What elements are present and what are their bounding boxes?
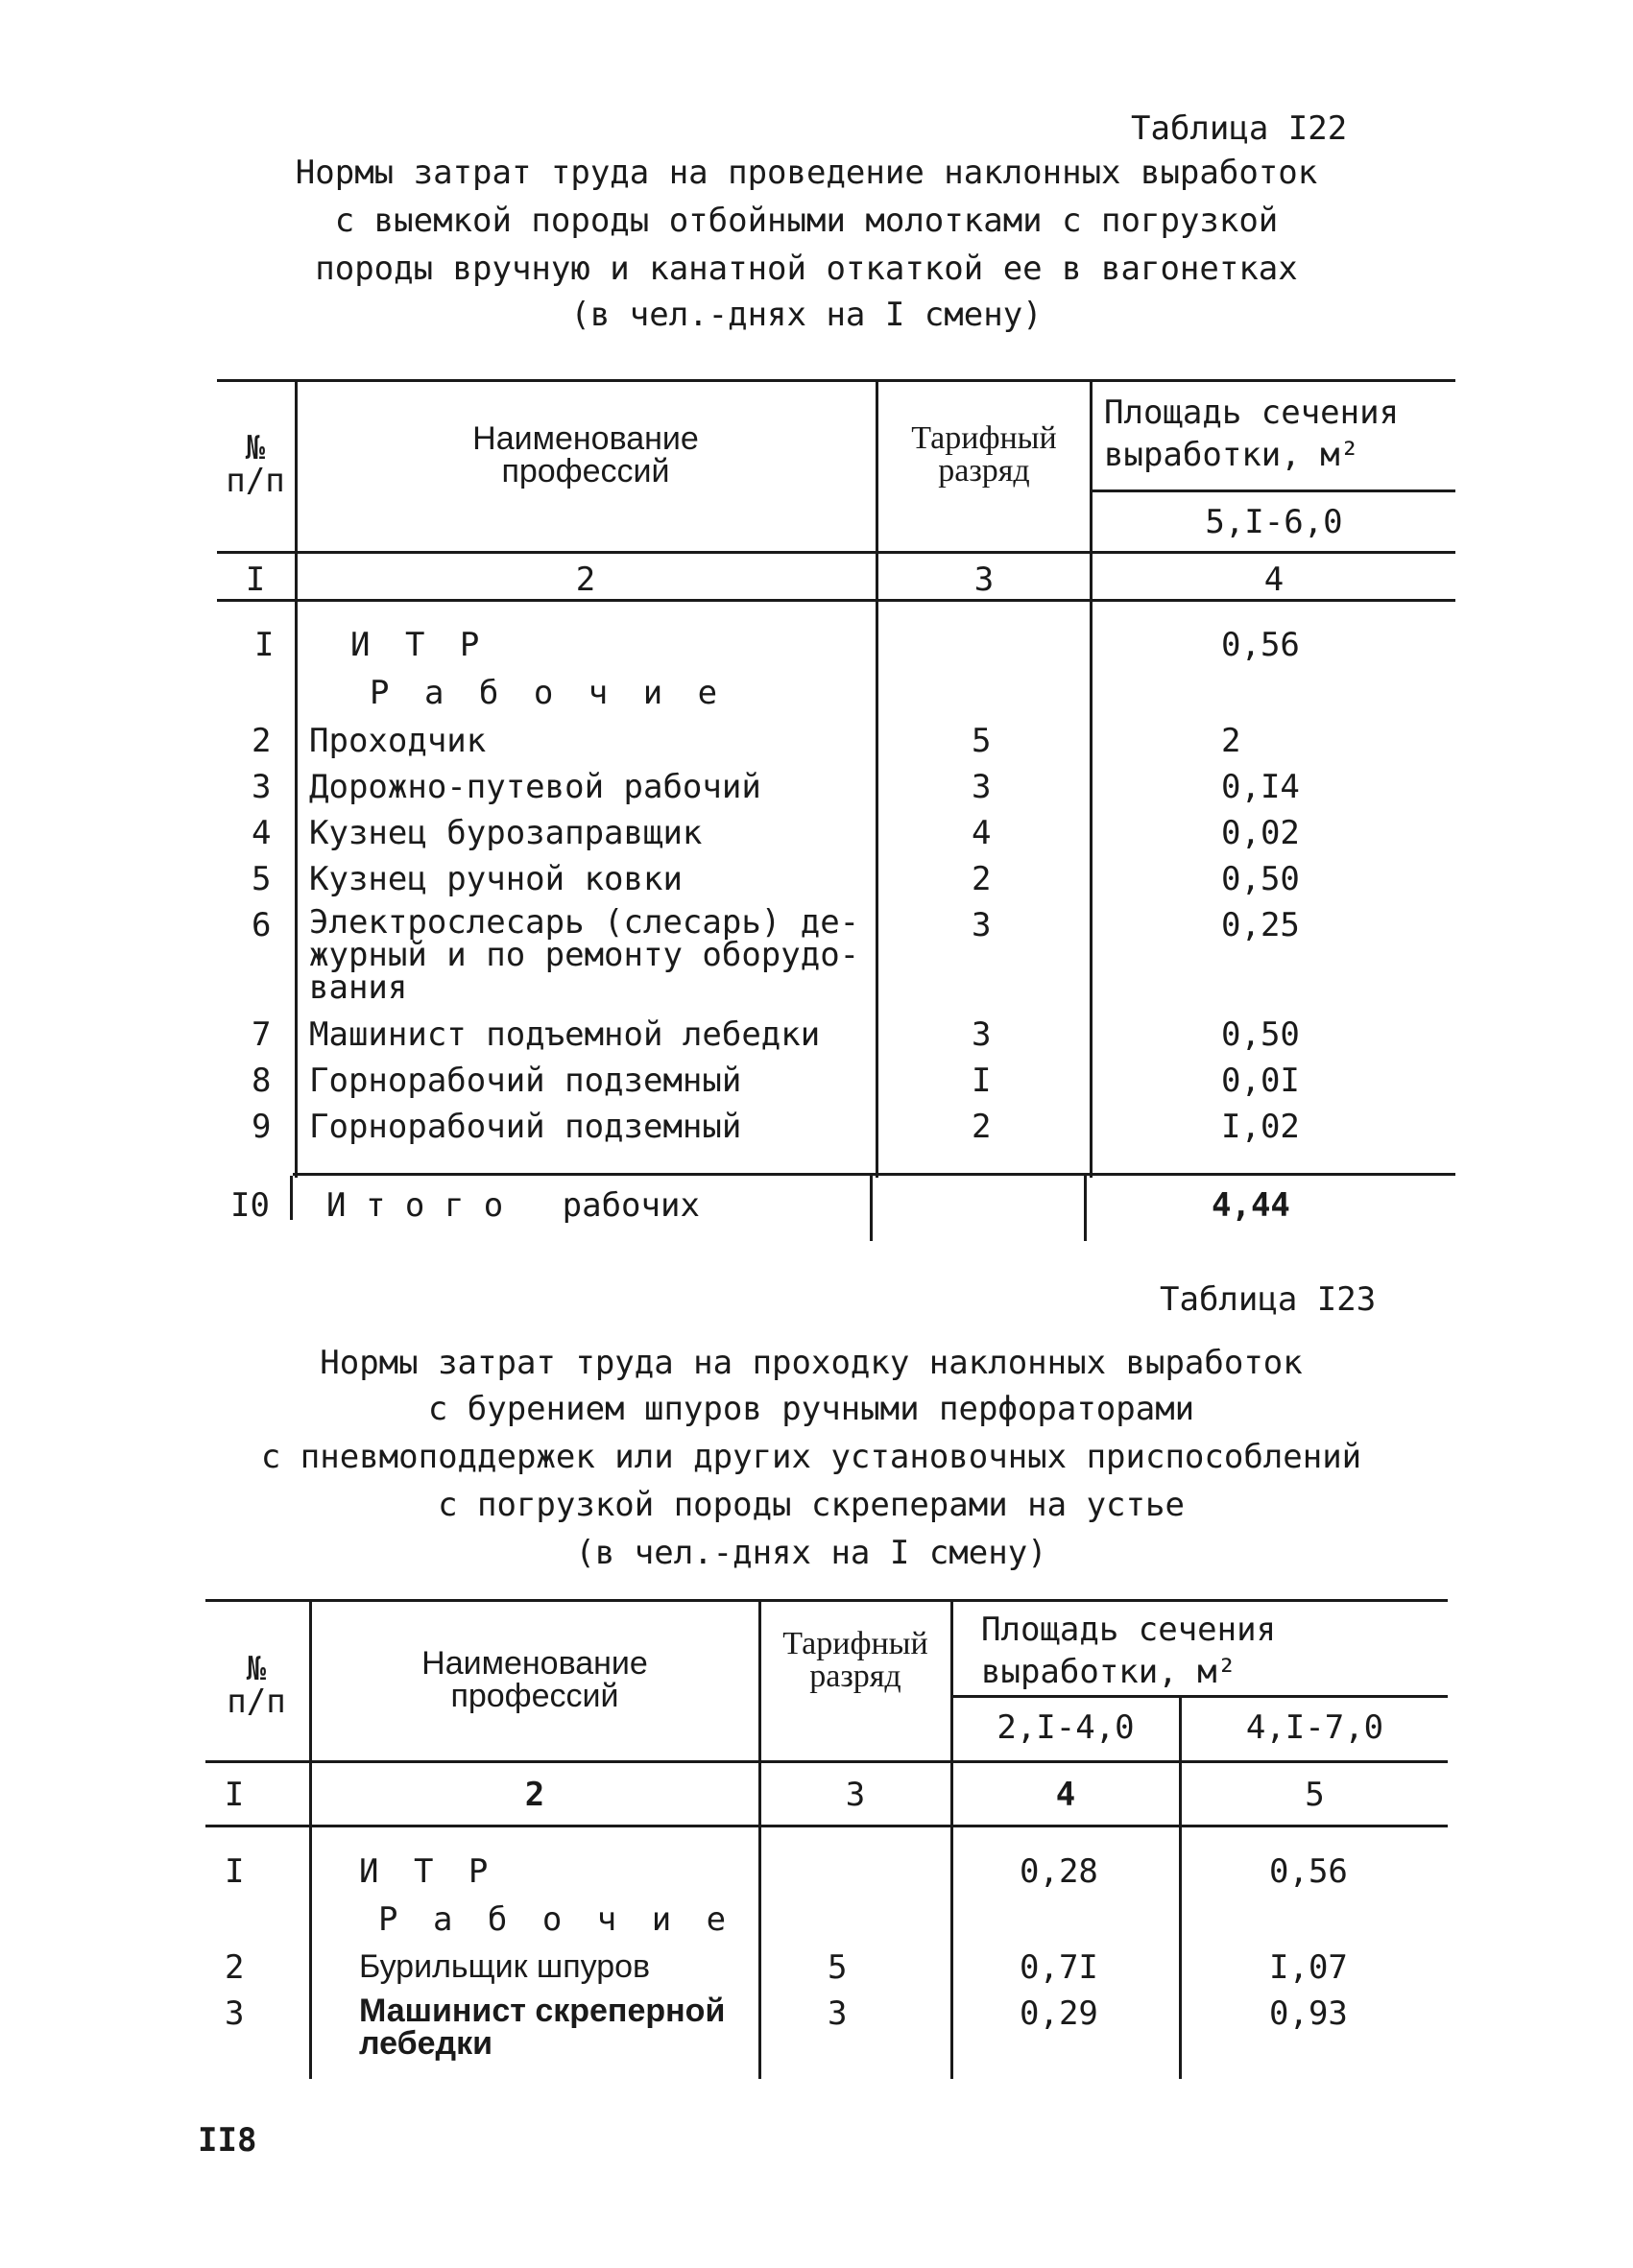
row-num: 6: [252, 906, 272, 944]
row-grade: 4: [972, 814, 992, 852]
table-title-line: с выемкой породы отбойными молотками с погрузкой: [334, 202, 1279, 240]
row-name: И Т Р: [350, 626, 488, 664]
row-num: 2: [225, 1948, 245, 1987]
row-name: Кузнец бурозаправщик: [309, 814, 703, 852]
row-value: 0,56: [1269, 1852, 1348, 1891]
row-name: И Т Р: [359, 1852, 496, 1891]
row-num: 9: [252, 1108, 272, 1146]
table-rule: [950, 1599, 953, 2079]
table-rule: [290, 1176, 293, 1220]
table-rule: [876, 379, 878, 1178]
table-title-line: Нормы затрат труда на проведение наклонных выработок: [295, 154, 1318, 192]
row-name: Бурильщик шпуров: [359, 1948, 651, 1985]
row-value: 0,I4: [1221, 768, 1300, 806]
row-num: I: [254, 626, 275, 664]
table-rule: [950, 1695, 1448, 1698]
col-number: I: [224, 1776, 245, 1814]
row-grade: 3: [972, 906, 992, 944]
table-rule: [217, 599, 1455, 602]
table-rule: [870, 1176, 873, 1241]
row-name: Машинист подъемной лебедки: [309, 1015, 821, 1054]
table-title-line: породы вручную и канатной откаткой ее в вагонетках: [315, 250, 1298, 288]
row-value: 0,50: [1221, 860, 1300, 898]
col-number: 5: [1305, 1776, 1325, 1814]
table-rule: [217, 379, 1455, 382]
col-number: 4: [1263, 561, 1285, 599]
row-name: И т о г о рабочих: [326, 1186, 700, 1225]
row-value: 0,7I: [1020, 1948, 1098, 1987]
table-label: Таблица I22: [1131, 109, 1348, 148]
row-grade: I: [972, 1062, 992, 1100]
row-value: 4,44: [1212, 1186, 1290, 1225]
row-grade: 3: [972, 1015, 992, 1054]
row-value: 0,02: [1221, 814, 1300, 852]
row-name: Машинист скреперной лебедки: [359, 1993, 726, 2062]
header-num: № п/п: [226, 429, 285, 500]
row-name: Проходчик: [309, 722, 487, 760]
table-rule: [293, 1173, 1455, 1176]
header-area: Площадь сечения выработки, м²: [1104, 394, 1400, 474]
header-area: Площадь сечения выработки, м²: [981, 1611, 1277, 1691]
row-name: Кузнец ручной ковки: [309, 860, 683, 898]
col-number: 3: [973, 561, 995, 599]
row-grade: 2: [972, 1108, 992, 1146]
header-area-range: 2,I-4,0: [997, 1708, 1135, 1747]
row-value: I,07: [1269, 1948, 1348, 1987]
row-grade: 5: [972, 722, 992, 760]
row-grade: 3: [828, 1994, 848, 2033]
col-number: 2: [524, 1776, 545, 1814]
row-num: 2: [252, 722, 272, 760]
row-name: Горнорабочий подземный: [309, 1062, 742, 1100]
col-number: 2: [575, 561, 596, 599]
row-value: 0,0I: [1221, 1062, 1300, 1100]
row-value: 0,25: [1221, 906, 1300, 944]
row-num: 3: [252, 768, 272, 806]
header-grade: Тарифный разряд: [911, 420, 1057, 489]
row-value: 0,28: [1020, 1852, 1098, 1891]
table-rule: [205, 1760, 1448, 1763]
header-name: Наименование профессий: [472, 420, 699, 489]
table-title-line: с погрузкой породы скреперами на устье: [438, 1486, 1185, 1524]
row-value: 0,29: [1020, 1994, 1098, 2033]
header-name: Наименование профессий: [421, 1645, 648, 1714]
row-value: 0,50: [1221, 1015, 1300, 1054]
table-rule: [1092, 489, 1455, 492]
row-num: 4: [252, 814, 272, 852]
row-value: 0,93: [1269, 1994, 1348, 2033]
row-value: I,02: [1221, 1108, 1300, 1146]
row-value: 0,56: [1221, 626, 1300, 664]
table-title-line: Нормы затрат труда на проходку наклонных выработок: [320, 1344, 1303, 1382]
header-grade: Тарифный разряд: [782, 1626, 928, 1694]
page-number: II8: [198, 2121, 257, 2160]
row-num: 8: [252, 1062, 272, 1100]
table-rule: [217, 551, 1455, 554]
row-name: Горнорабочий подземный: [309, 1108, 742, 1146]
col-number: I: [245, 561, 266, 599]
row-name: Р а б о ч и е: [370, 674, 726, 712]
table-rule: [205, 1599, 1448, 1602]
table-rule: [205, 1825, 1448, 1827]
col-number: 3: [845, 1776, 866, 1814]
header-area-range: 4,I-7,0: [1245, 1708, 1384, 1747]
row-num: I: [225, 1852, 245, 1891]
row-name: Дорожно-путевой рабочий: [309, 768, 761, 806]
row-num: I0: [230, 1186, 270, 1225]
header-area-range: 5,I-6,0: [1205, 503, 1343, 541]
table-title-line: (в чел.-днях на I смену): [575, 1534, 1047, 1572]
row-num: 5: [252, 860, 272, 898]
row-num: 7: [252, 1015, 272, 1054]
col-number: 4: [1055, 1776, 1076, 1814]
table-rule: [1084, 1176, 1087, 1241]
row-value: 2: [1221, 722, 1241, 760]
row-grade: 5: [828, 1948, 848, 1987]
header-num: № п/п: [227, 1650, 286, 1721]
row-name: Р а б о ч и е: [378, 1900, 734, 1939]
row-name: Электрослесарь (слесарь) де- журный и по ремонту оборудо- вания: [309, 903, 860, 1007]
row-num: 3: [225, 1994, 245, 2033]
table-rule: [295, 379, 298, 1178]
row-grade: 2: [972, 860, 992, 898]
table-rule: [1179, 1695, 1182, 2079]
row-grade: 3: [972, 768, 992, 806]
table-title-line: с бурением шпуров ручными перфораторами: [427, 1390, 1195, 1428]
table-title-line: (в чел.-днях на I смену): [570, 296, 1043, 334]
table-label: Таблица I23: [1160, 1280, 1377, 1319]
table-title-line: с пневмоподдержек или других установочных приспособлений: [260, 1438, 1362, 1476]
table-rule: [1090, 379, 1093, 1178]
